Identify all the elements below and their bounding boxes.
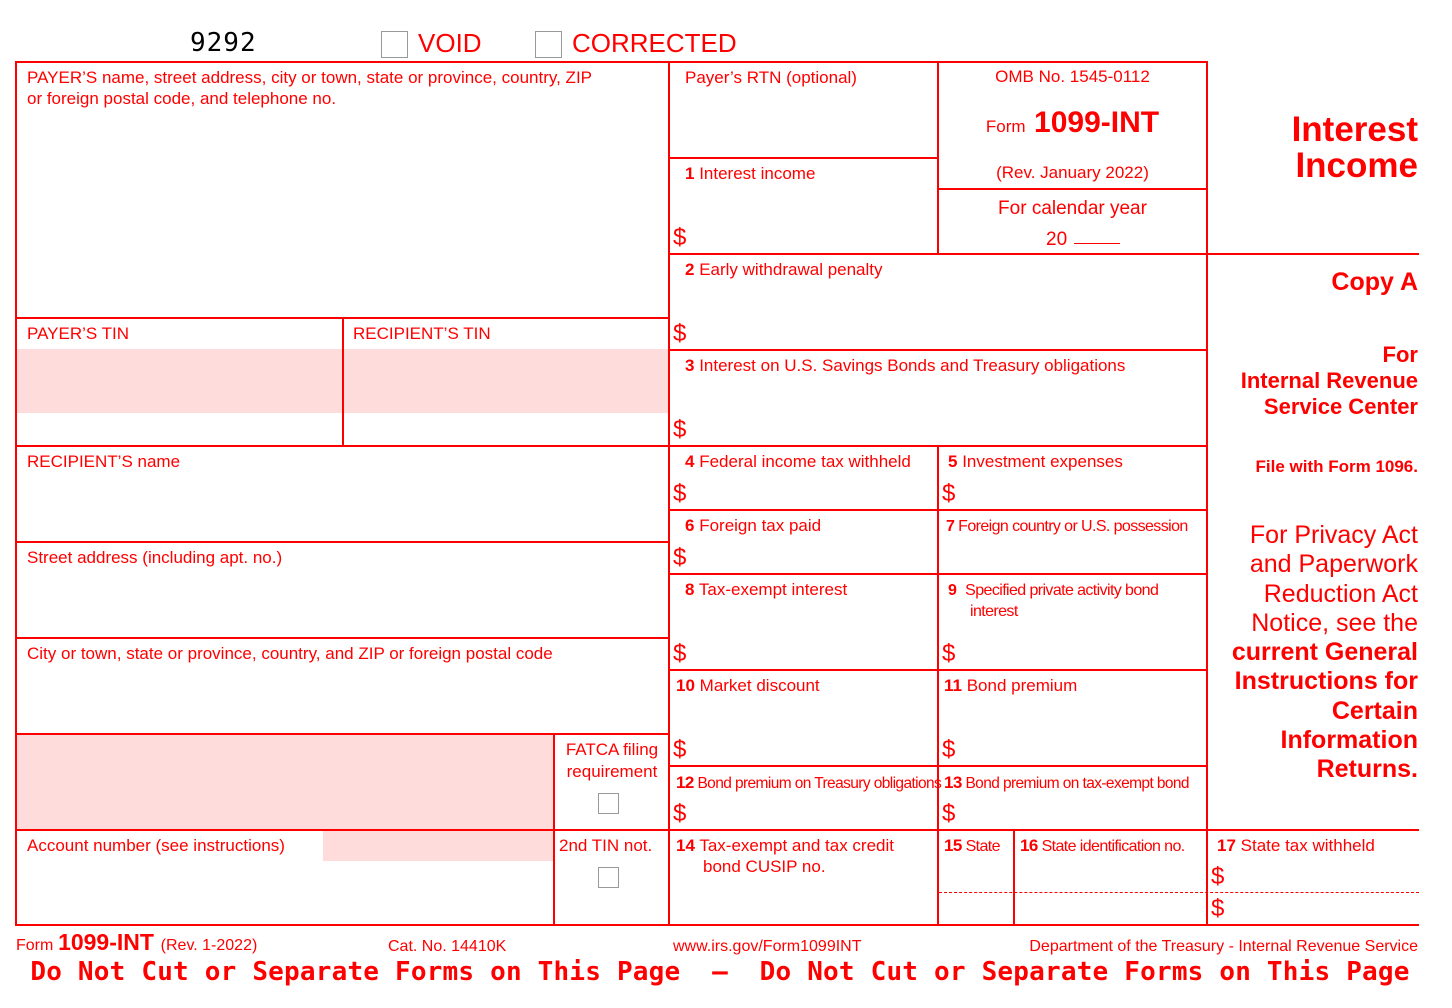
box9-field[interactable] bbox=[962, 626, 1202, 666]
cut-warning: Do Not Cut or Separate Forms on This Page — Do Not Cut or Separate Forms on This Page bbox=[30, 957, 1410, 987]
footer-cat-no: Cat. No. 14410K bbox=[388, 938, 507, 955]
box7-number: 7 bbox=[946, 518, 955, 535]
rule-rtn-bottom bbox=[669, 157, 939, 159]
account-number-field[interactable] bbox=[20, 862, 550, 922]
box5-number: 5 bbox=[948, 452, 958, 471]
rule-box1-bottom bbox=[669, 253, 1419, 255]
box9-text-1: Specified private activity bond bbox=[965, 582, 1159, 599]
year-input[interactable] bbox=[1074, 243, 1120, 244]
box1-text: Interest income bbox=[699, 164, 816, 183]
box4-number: 4 bbox=[685, 452, 695, 471]
form-heading bbox=[1210, 112, 1418, 184]
box16-field-2[interactable] bbox=[1017, 895, 1204, 922]
box1-field[interactable] bbox=[692, 190, 932, 250]
state-dashed-rule bbox=[939, 892, 1419, 893]
box12-number: 12 bbox=[676, 773, 694, 792]
corrected-label: CORRECTED bbox=[572, 28, 737, 58]
box3-text: Interest on U.S. Savings Bonds and Treasury obligations bbox=[699, 356, 1126, 375]
box5-text: Investment expenses bbox=[962, 452, 1123, 471]
box9-text-2: interest bbox=[970, 603, 1018, 620]
box6-dollar: $ bbox=[673, 544, 687, 571]
box15-field-2[interactable] bbox=[941, 895, 1011, 922]
box3-field[interactable] bbox=[692, 382, 1202, 442]
rule-col-16 bbox=[1013, 829, 1015, 926]
year-prefix: 20 bbox=[1046, 229, 1068, 250]
box11-dollar: $ bbox=[942, 736, 956, 763]
form-code: 9292 bbox=[190, 28, 257, 58]
street-address-label: Street address (including apt. no.) bbox=[27, 548, 283, 567]
street-address-field[interactable] bbox=[20, 571, 665, 635]
box13-label bbox=[944, 772, 1189, 794]
recipient-tin-label: RECIPIENT’S TIN bbox=[353, 324, 491, 343]
privacy-bold-2: Instructions for bbox=[1234, 667, 1418, 696]
footer-url: www.irs.gov/Form1099INT bbox=[673, 938, 862, 955]
city-label: City or town, state or province, country, and ZIP or foreign postal code bbox=[27, 644, 553, 663]
for-label: For bbox=[1382, 342, 1418, 367]
rule-city-bottom bbox=[15, 733, 669, 735]
irs-center-line-2: Service Center bbox=[1263, 394, 1418, 419]
box17-label bbox=[1217, 835, 1375, 856]
rule-rev-bottom bbox=[938, 188, 1208, 190]
box8-text: Tax-exempt interest bbox=[698, 580, 848, 599]
box5-field[interactable] bbox=[962, 476, 1202, 506]
box14-label bbox=[676, 835, 894, 856]
box17-dollar-2: $ bbox=[1211, 895, 1225, 922]
privacy-line-3: Reduction Act bbox=[1263, 579, 1418, 608]
box10-text: Market discount bbox=[699, 676, 820, 695]
box16-field-1[interactable] bbox=[1017, 860, 1204, 890]
payer-info-line-1: PAYER’S name, street address, city or town, state or province, country, ZIP bbox=[27, 68, 593, 87]
box2-dollar: $ bbox=[673, 320, 687, 347]
form-word: Form bbox=[985, 117, 1026, 136]
box10-label bbox=[676, 675, 820, 696]
box12-dollar: $ bbox=[673, 800, 687, 827]
omb-number: OMB No. 1545-0112 bbox=[995, 67, 1150, 86]
box12-label bbox=[676, 772, 941, 794]
privacy-bold-4: Information bbox=[1280, 726, 1418, 755]
form-title-block bbox=[940, 106, 1205, 140]
box12-text: Bond premium on Treasury obligations bbox=[697, 775, 942, 792]
box1-number: 1 bbox=[685, 164, 695, 183]
box17-dollar-1: $ bbox=[1211, 863, 1225, 890]
fatca-checkbox[interactable] bbox=[598, 793, 619, 814]
box3-label bbox=[685, 355, 1125, 376]
box16-number: 16 bbox=[1020, 836, 1038, 855]
second-tin-label: 2nd TIN not. bbox=[559, 836, 653, 855]
box5-dollar: $ bbox=[942, 480, 956, 507]
box9-dollar: $ bbox=[942, 640, 956, 667]
void-label: VOID bbox=[418, 28, 482, 58]
payer-info-label bbox=[27, 67, 592, 109]
rule-box2-bottom bbox=[669, 349, 1208, 351]
box11-field[interactable] bbox=[962, 702, 1202, 762]
recipient-tin-shade bbox=[344, 349, 668, 413]
irs-center-block bbox=[1210, 342, 1418, 420]
box8-label bbox=[685, 579, 847, 600]
box4-label bbox=[685, 451, 911, 472]
corrected-checkbox[interactable] bbox=[535, 31, 562, 58]
box7-text: Foreign country or U.S. possession bbox=[958, 518, 1188, 535]
payer-info-field[interactable] bbox=[20, 110, 665, 315]
box4-dollar: $ bbox=[673, 480, 687, 507]
payer-tin-field[interactable] bbox=[20, 412, 338, 442]
box14-text-2: bond CUSIP no. bbox=[703, 857, 826, 876]
payer-tin-label: PAYER’S TIN bbox=[27, 324, 130, 343]
rule-tin-divider bbox=[342, 317, 344, 446]
form-revision: (Rev. January 2022) bbox=[996, 163, 1149, 182]
box7-label bbox=[946, 516, 1188, 537]
rule-top bbox=[15, 61, 1208, 63]
rule-tin-bottom bbox=[15, 445, 1208, 447]
box17-field-1[interactable] bbox=[1230, 860, 1416, 890]
box14-field[interactable] bbox=[672, 880, 934, 922]
account-number-label: Account number (see instructions) bbox=[27, 836, 285, 855]
box2-field[interactable] bbox=[692, 286, 1202, 346]
footer-department: Department of the Treasury - Internal Revenue Service bbox=[1029, 938, 1418, 955]
fatca-label bbox=[556, 739, 668, 783]
box9-number: 9 bbox=[948, 582, 957, 599]
fatca-line-1: FATCA filing bbox=[565, 740, 659, 759]
box15-field-1[interactable] bbox=[941, 860, 1011, 890]
box15-text: State bbox=[965, 838, 1000, 855]
box4-field[interactable] bbox=[692, 476, 932, 506]
box14-text-1: Tax-exempt and tax credit bbox=[699, 836, 894, 855]
rule-bottom bbox=[15, 924, 1419, 926]
recipient-name-field[interactable] bbox=[20, 475, 665, 539]
box17-number: 17 bbox=[1217, 836, 1236, 855]
box6-number: 6 bbox=[685, 516, 695, 535]
box8-dollar: $ bbox=[673, 640, 687, 667]
payer-rtn-label: Payer’s RTN (optional) bbox=[685, 68, 857, 87]
rule-col-15 bbox=[937, 829, 939, 926]
footer-form-name: 1099-INT bbox=[58, 929, 154, 955]
privacy-line-2: and Paperwork bbox=[1249, 550, 1418, 579]
box15-label bbox=[944, 835, 1000, 857]
rule-fatca-bottom bbox=[15, 829, 1419, 831]
box6-field[interactable] bbox=[692, 540, 932, 570]
box1-label bbox=[685, 163, 815, 184]
box15-number: 15 bbox=[944, 836, 962, 855]
payer-rtn-field[interactable] bbox=[672, 90, 934, 154]
calendar-year-label: For calendar year bbox=[998, 198, 1147, 219]
box11-number: 11 bbox=[944, 676, 962, 695]
payer-tin-shade bbox=[17, 349, 342, 413]
box13-field[interactable] bbox=[962, 796, 1202, 826]
box11-text: Bond premium bbox=[966, 676, 1078, 695]
box13-dollar: $ bbox=[942, 800, 956, 827]
box8-number: 8 bbox=[685, 580, 695, 599]
privacy-bold-3: Certain bbox=[1331, 696, 1418, 725]
box16-text: State identification no. bbox=[1041, 838, 1185, 855]
box7-field[interactable] bbox=[942, 540, 1202, 570]
box10-field[interactable] bbox=[692, 702, 932, 762]
rule-mid-right bbox=[937, 61, 939, 254]
box17-field-2[interactable] bbox=[1230, 895, 1416, 922]
box6-text: Foreign tax paid bbox=[699, 516, 822, 535]
box10-dollar: $ bbox=[673, 736, 687, 763]
box10-number: 10 bbox=[676, 676, 695, 695]
rule-right-top bbox=[1206, 61, 1208, 926]
irs-center-line-1: Internal Revenue bbox=[1240, 368, 1418, 393]
box2-label bbox=[685, 259, 883, 280]
rule-street-bottom bbox=[15, 637, 669, 639]
privacy-line-4: Notice, see the bbox=[1251, 608, 1418, 637]
box4-text: Federal income tax withheld bbox=[699, 452, 911, 471]
box12-field[interactable] bbox=[692, 796, 932, 826]
city-field[interactable] bbox=[20, 667, 665, 731]
second-tin-checkbox[interactable] bbox=[598, 867, 619, 888]
account-shade bbox=[323, 830, 553, 861]
rule-recipient-bottom bbox=[15, 541, 669, 543]
box3-number: 3 bbox=[685, 356, 695, 375]
recipient-tin-field[interactable] bbox=[347, 412, 665, 442]
form-heading-line-1: Interest bbox=[1291, 110, 1418, 149]
fatca-line-2: requirement bbox=[566, 762, 658, 781]
box1-dollar: $ bbox=[673, 224, 687, 251]
privacy-line-1: For Privacy Act bbox=[1249, 521, 1418, 549]
box8-field[interactable] bbox=[692, 606, 932, 666]
footer-rev: (Rev. 1-2022) bbox=[160, 937, 258, 954]
form-name: 1099-INT bbox=[1034, 106, 1160, 139]
footer-form-word: Form bbox=[16, 937, 54, 954]
privacy-notice bbox=[1208, 521, 1418, 785]
box9-label bbox=[948, 580, 1158, 601]
box17-text: State tax withheld bbox=[1240, 836, 1375, 855]
fatca-left-shade bbox=[17, 735, 553, 829]
box2-text: Early withdrawal penalty bbox=[699, 260, 883, 279]
footer-form-id bbox=[16, 930, 257, 958]
box5-label bbox=[948, 451, 1123, 472]
rule-left bbox=[15, 61, 17, 926]
box13-text: Bond premium on tax-exempt bond bbox=[965, 775, 1189, 792]
file-with-note: File with Form 1096. bbox=[1255, 457, 1418, 476]
copy-label: Copy A bbox=[1331, 268, 1418, 296]
privacy-bold-5: Returns. bbox=[1316, 755, 1418, 784]
box6-label bbox=[685, 515, 821, 536]
box3-dollar: $ bbox=[673, 416, 687, 443]
rule-mid-left bbox=[668, 61, 670, 926]
box13-number: 13 bbox=[944, 773, 962, 792]
box11-label bbox=[944, 675, 1077, 696]
box2-number: 2 bbox=[685, 260, 695, 279]
form-heading-line-2: Income bbox=[1295, 146, 1418, 185]
box16-label bbox=[1020, 835, 1185, 857]
privacy-bold-1: current General bbox=[1231, 638, 1418, 667]
payer-info-line-2: or foreign postal code, and telephone no. bbox=[27, 89, 337, 108]
box14-number: 14 bbox=[676, 836, 695, 855]
rule-fatca-divider bbox=[553, 733, 555, 926]
void-checkbox[interactable] bbox=[381, 31, 408, 58]
recipient-name-label: RECIPIENT’S name bbox=[27, 452, 181, 471]
